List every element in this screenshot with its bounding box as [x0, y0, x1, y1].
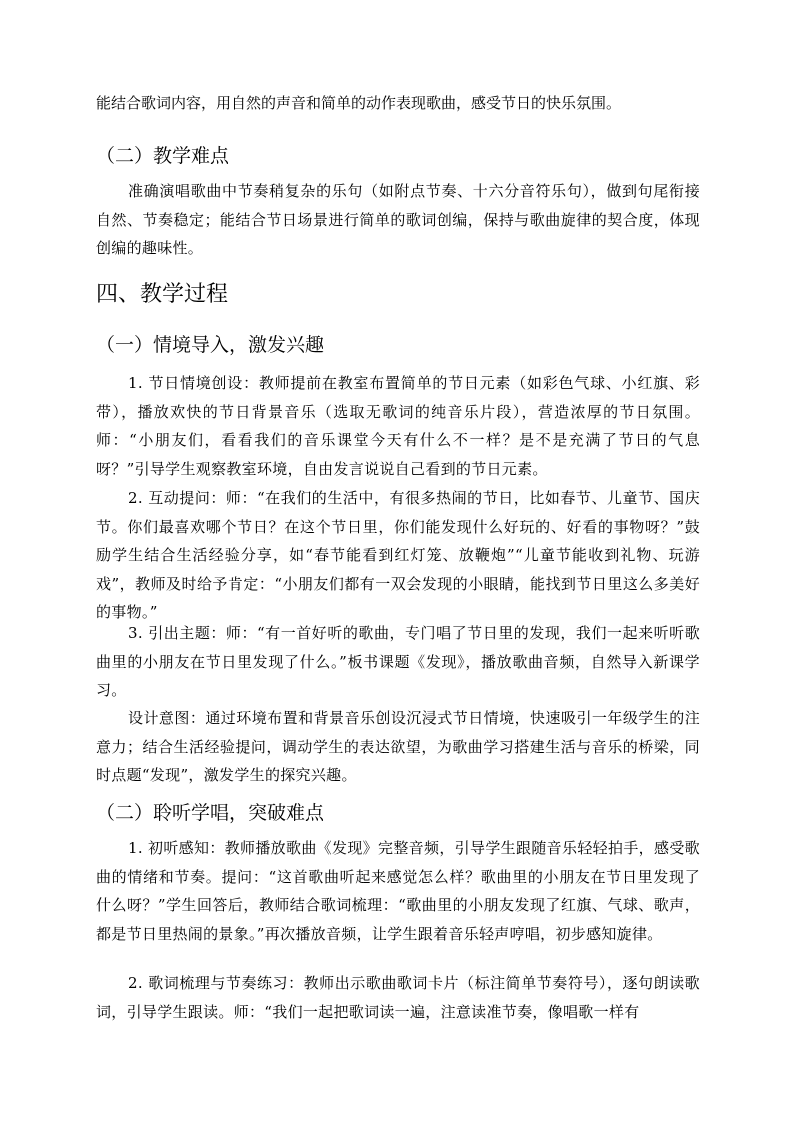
teaching-process-heading: 四、教学过程	[96, 282, 229, 307]
section1-heading: （一）情境导入，激发兴趣	[96, 334, 325, 356]
section1-paragraph-1: 1. 节日情境创设：教师提前在教室布置简单的节日元素（如彩色气球、小红旗、彩带），播放欢快的节日背景音乐（选取无歌词的纯音乐片段），营造浓厚的节日氛围。师：“小朋友们，看看我们的音乐课堂今天有什么不一样？是不是充满了节日的气息呀？”引导学生观察教室环境，自由发言说说自己看到的节日元素。	[96, 374, 700, 478]
section1-paragraph-3: 3. 引出主题：师：“有一首好听的歌曲，专门唱了节日里的发现，我们一起来听听歌曲里的小朋友在节日里发现了什么。”板书课题《发现》，播放歌曲音频，自然导入新课学习。	[96, 624, 700, 700]
difficulty-heading: （二）教学难点	[96, 145, 230, 167]
section2-heading: （二）聆听学唱，突破难点	[96, 802, 325, 824]
intro-line: 能结合歌词内容，用自然的声音和简单的动作表现歌曲，感受节日的快乐氛围。	[96, 94, 622, 112]
section2-paragraph-2: 2. 歌词梳理与节奏练习：教师出示歌曲歌词卡片（标注简单节奏符号），逐句朗读歌词，引导学生跟读。师：“我们一起把歌词读一遍，注意读准节奏，像唱歌一样有	[96, 974, 700, 1021]
section1-design-intent: 设计意图：通过环境布置和背景音乐创设沉浸式节日情境，快速吸引一年级学生的注意力；结合生活经验提问，调动学生的表达欲望，为歌曲学习搭建生活与音乐的桥梁，同时点题“发现”，激发学生的探究兴趣。	[96, 709, 700, 785]
section2-paragraph-1: 1. 初听感知：教师播放歌曲《发现》完整音频，引导学生跟随音乐轻轻拍手，感受歌曲的情绪和节奏。提问：“这首歌曲听起来感觉怎么样？歌曲里的小朋友在节日里发现了什么呀？”学生回答后，教师结合歌词梳理：“歌曲里的小朋友发现了红旗、气球、歌声，都是节日里热闹的景象。”再次播放音频，让学生跟着音乐轻声哼唱，初步感知旋律。	[96, 839, 700, 943]
difficulty-paragraph: 准确演唱歌曲中节奏稍复杂的乐句（如附点节奏、十六分音符乐句），做到句尾衔接自然、节奏稳定；能结合节日场景进行简单的歌词创编，保持与歌曲旋律的契合度，体现创编的趣味性。	[96, 182, 700, 258]
section1-paragraph-2: 2. 互动提问：师：“在我们的生活中，有很多热闹的节日，比如春节、儿童节、国庆节。你们最喜欢哪个节日？在这个节日里，你们能发现什么好玩的、好看的事物呀？”鼓励学生结合生活经验分享，如“春节能看到红灯笼、放鞭炮”“儿童节能收到礼物、玩游戏”，教师及时给予肯定：“小朋友们都有一双会发现的小眼睛，能找到节日里这么多美好的事物。”	[96, 489, 700, 622]
